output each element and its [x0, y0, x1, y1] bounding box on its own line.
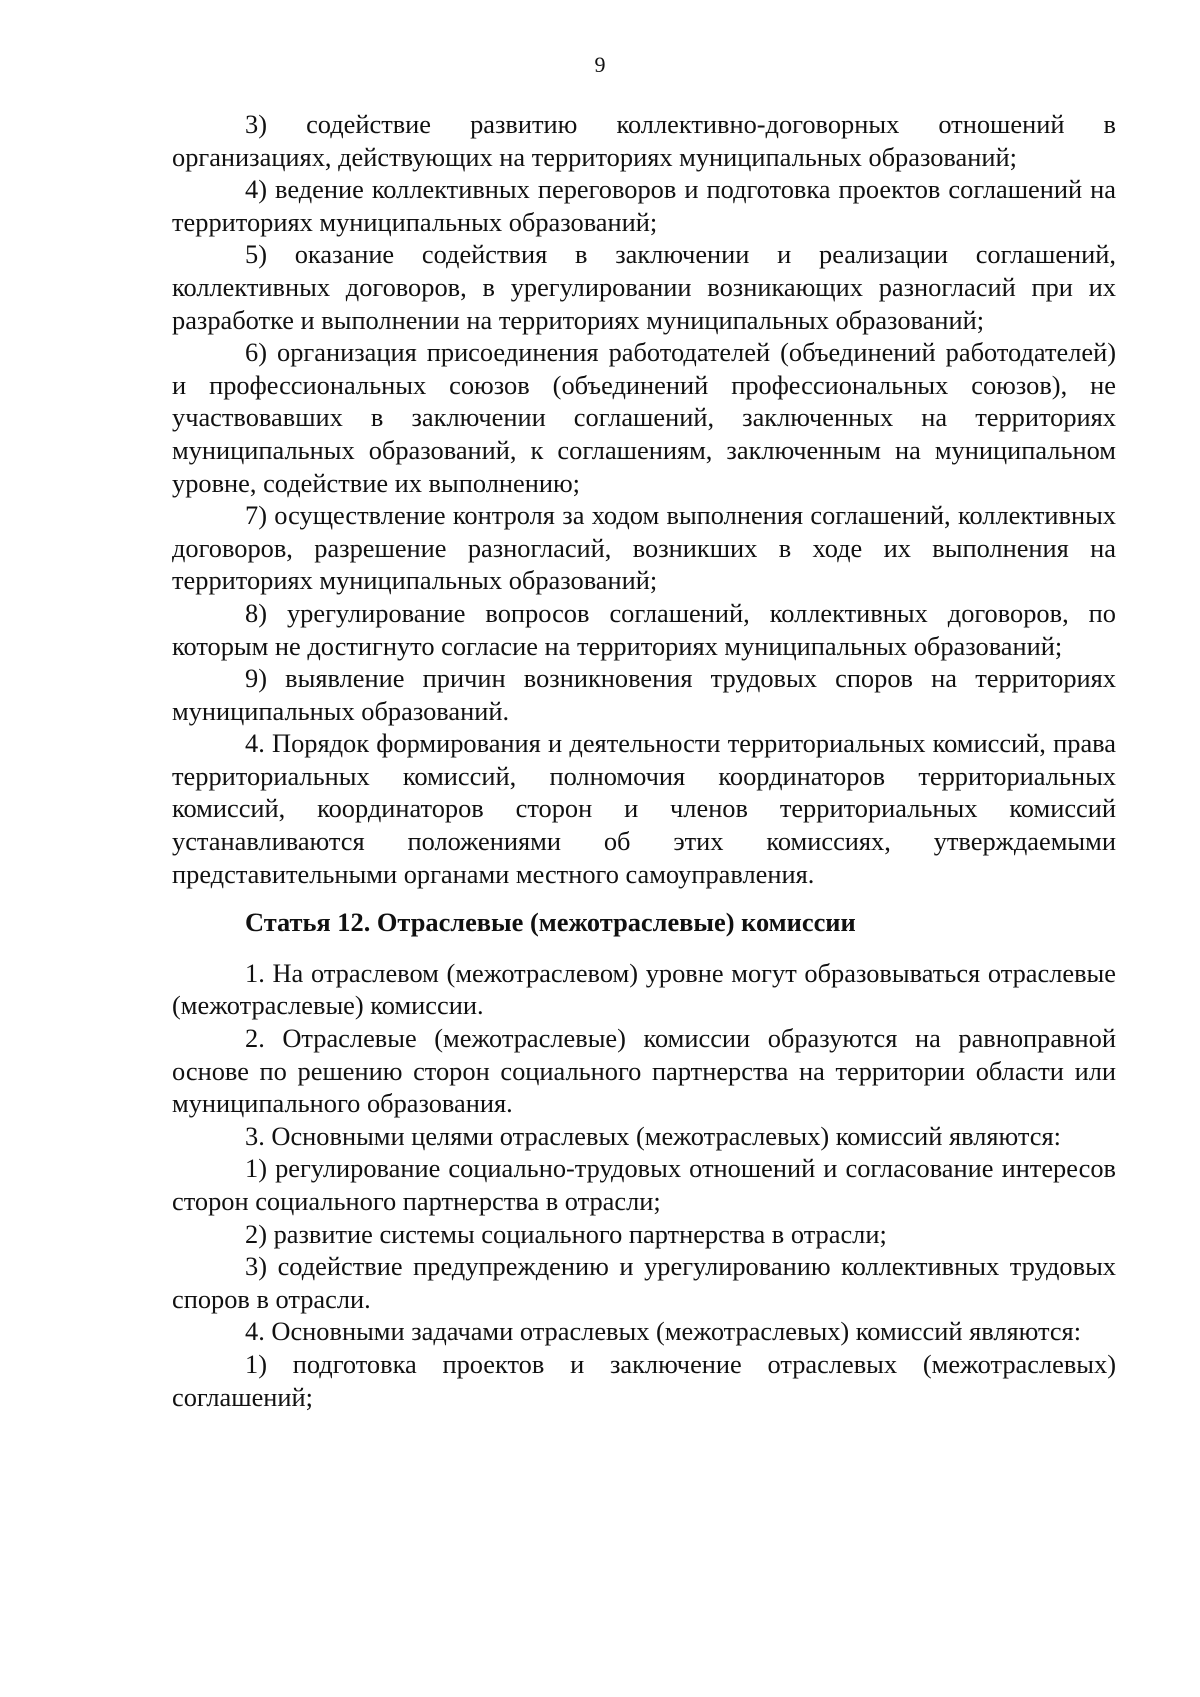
list-item: 2) развитие системы социального партнерства в отрасли; — [245, 1218, 887, 1249]
list-item: 5) оказание содействия в заключении и реализации соглашений, коллективных договоров, в урегулировании возникающих разногласий при их разработке и выполнении на территориях муниципальных образований; — [172, 239, 1116, 335]
page-number: 9 — [594, 52, 606, 77]
paragraph: 3. Основными целями отраслевых (межотраслевых) комиссий являются: — [245, 1120, 1061, 1151]
list-item: 8) урегулирование вопросов соглашений, коллективных договоров, по которым не достигнуто согласие на территориях муниципальных образований; — [172, 597, 1116, 661]
document-body — [172, 108, 1116, 1413]
paragraph: 2. Отраслевые (межотраслевые) комиссии образуются на равноправной основе по решению сторон социального партнерства на территории области или муниципального образования. — [172, 1023, 1116, 1119]
list-item: 6) организация присоединения работодателей (объединений работодателей) и профессиональных союзов (объединений профессиональных союзов), не участвовавших в заключении соглашений, заключенных на территориях муниципальных образований, к соглашениям, заключенным на муниципальном уровне, содействие их выполнению; — [172, 337, 1116, 498]
paragraph: 4. Основными задачами отраслевых (межотраслевых) комиссий являются: — [245, 1316, 1082, 1347]
list-item: 9) выявление причин возникновения трудовых споров на территориях муниципальных образований. — [172, 663, 1116, 726]
article-heading: Статья 12. Отраслевые (межотраслевые) комиссии — [245, 907, 856, 938]
list-item: 7) осуществление контроля за ходом выполнения соглашений, коллективных договоров, разрешение разногласий, возникших в ходе их выполнения на территориях муниципальных образований; — [172, 500, 1116, 596]
list-item: 3) содействие развитию коллективно-договорных отношений в организациях, действующих на территориях муниципальных образований; — [172, 109, 1116, 172]
list-item: 1) подготовка проектов и заключение отраслевых (межотраслевых) соглашений; — [172, 1348, 1116, 1412]
paragraph: 4. Порядок формирования и деятельности территориальных комиссий, права территориальных комиссий, полномочия координаторов территориальных комиссий, координаторов сторон и членов территориальных комиссий устанавливаются положениями об этих комиссиях, утверждаемыми представительными органами местного самоуправления. — [172, 728, 1116, 889]
list-item: 1) регулирование социально-трудовых отношений и согласование интересов сторон социального партнерства в отрасли; — [172, 1153, 1116, 1216]
list-item: 4) ведение коллективных переговоров и подготовка проектов соглашений на территориях муниципальных образований; — [172, 174, 1116, 237]
paragraph: 1. На отраслевом (межотраслевом) уровне могут образовываться отраслевые (межотраслевые) комиссии. — [172, 957, 1116, 1021]
list-item: 3) содействие предупреждению и урегулированию коллективных трудовых споров в отрасли. — [172, 1251, 1116, 1314]
